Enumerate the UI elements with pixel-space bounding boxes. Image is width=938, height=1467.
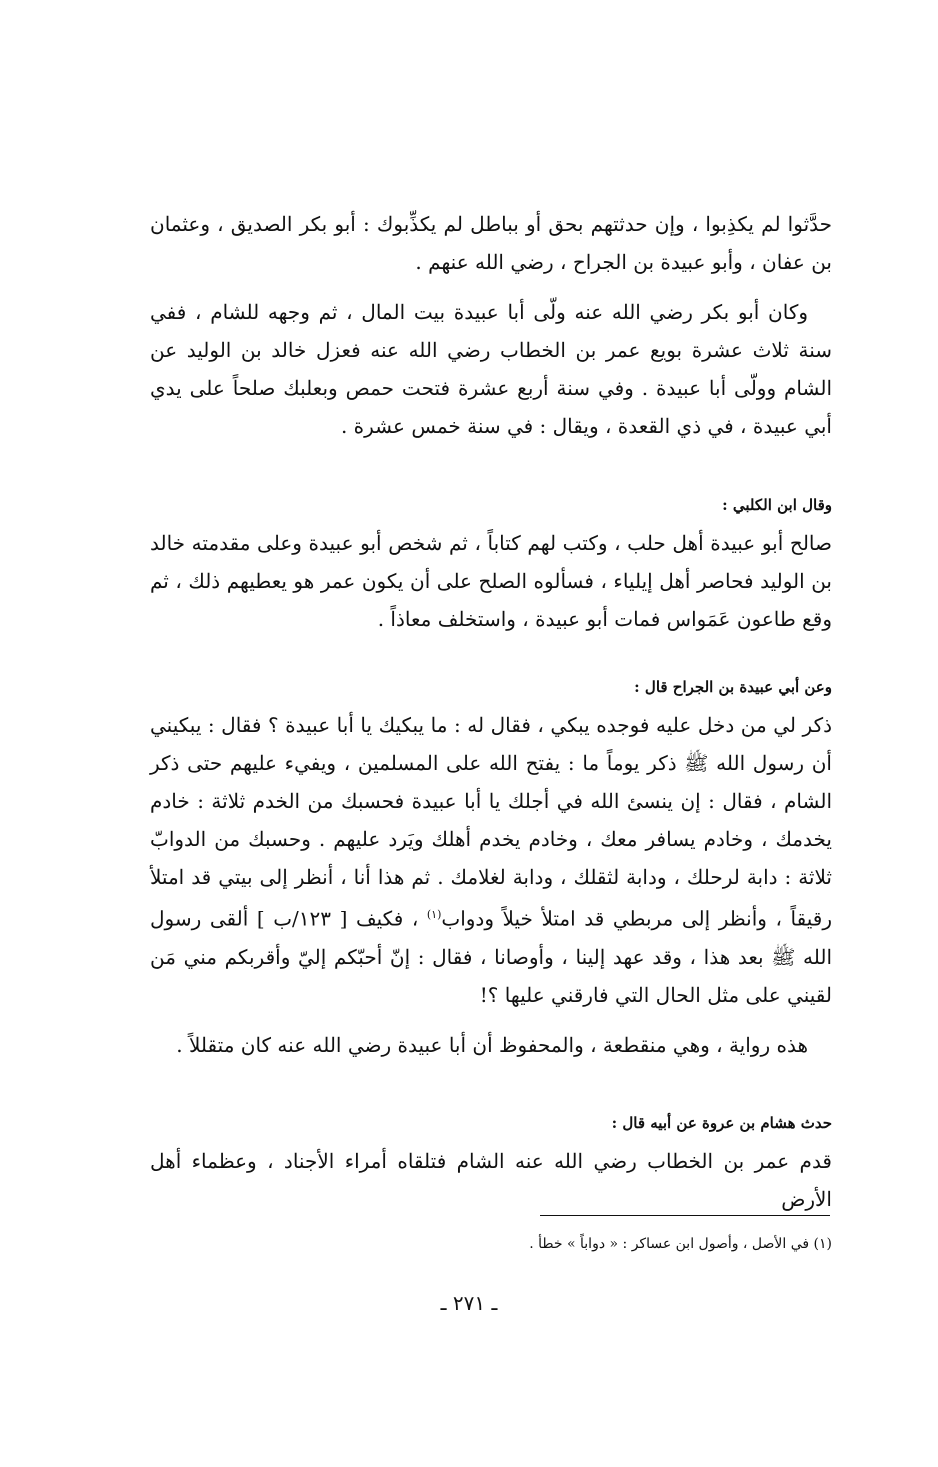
page-number: ـ ٢٧١ ـ xyxy=(440,1291,498,1315)
footnote: (١) في الأصل ، وأصول ابن عساكر : « دواباً » خطأ . xyxy=(529,1236,832,1252)
paragraph-3: صالح أبو عبيدة أهل حلب ، وكتب لهم كتاباً ، ثم شخص أبو عبيدة وعلى مقدمته خالد بن الوليد فحاصر أهل إيلياء ، فسألوه الصلح على أن يكون عمر هو يعطيهم ذلك ، ثم وقع طاعون عَمَواس فمات أبو عبيدة ، واستخلف معاذاً . xyxy=(150,531,832,631)
heading-abu-ubayda: وعن أبي عبيدة بن الجراح قال : xyxy=(634,678,832,696)
main-text-top xyxy=(150,205,832,445)
paragraph-4-part-a: ذكر لي من دخل عليه فوجده يبكي ، فقال له : ما يبكيك يا أبا عبيدة ؟ فقال : يبكيني أن رسول الله ﷺ ذكر يوماً ما : يفتح الله على المسلمين ، ويفيء عليهم حتى ذكر الشام ، فقال : إن ينسئ الله في أجلك يا أبا عبيدة فحسبك من الخدم ثلاثة : خادم يخدمك ، وخادم يسافر معك ، وخادم يخدم أهلك ويَرد عليهم . وحسبك من الدوابّ ثلاثة : دابة لرحلك ، ودابة لثقلك ، ودابة لغلامك . ثم هذا أنا ، أنظر إلى بيتي قد امتلأ رقيقاً ، وأنظر إلى مربطي قد امتلأ خيلاً ودواب xyxy=(150,713,832,931)
paragraph-5: هذه رواية ، وهي منقطعة ، والمحفوظ أن أبا عبيدة رضي الله عنه كان متقللاً . xyxy=(176,1032,808,1057)
heading-hisham: حدث هشام بن عروة عن أبيه قال : xyxy=(611,1114,832,1132)
section-ibn-kalbi xyxy=(150,494,832,638)
paragraph-2: وكان أبو بكر رضي الله عنه ولّى أبا عبيدة بيت المال ، ثم وجهه للشام ، ففي سنة ثلاث عشرة بويع عمر بن الخطاب رضي الله عنه فعزل خالد بن الوليد عن الشام وولّى أبا عبيدة . وفي سنة أربع عشرة فتحت حمص وبعلبك صلحاً على يدي أبي عبيدة ، في ذي القعدة ، ويقال : في سنة خمس عشرة . xyxy=(150,300,832,438)
footnote-reference: (١) xyxy=(426,908,442,921)
paragraph-4 xyxy=(150,706,832,1014)
paragraph-4-part-b: ، فكيف [ ١٢٣/ب ] ألقى رسول الله ﷺ بعد هذا ، وقد عهد إلينا ، وأوصانا ، فقال : إنّ أحبّكم إليّ وأقربكم مني مَن لقيني على مثل الحال التي فارقني عليها ؟! xyxy=(150,906,832,1007)
paragraph-6: قدم عمر بن الخطاب رضي الله عنه الشام فتلقاه أمراء الأجناد ، وعظماء أهل الأرض xyxy=(150,1149,832,1211)
paragraph-1: حدَّثوا لم يكذِبوا ، وإن حدثتهم بحق أو بباطل لم يكذِّبوك : أبو بكر الصديق ، وعثمان بن عفان ، وأبو عبيدة بن الجراح ، رضي الله عنهم . xyxy=(150,212,832,274)
heading-ibn-kalbi: وقال ابن الكلبي : xyxy=(722,496,832,514)
footnote-divider xyxy=(540,1215,830,1216)
section-hisham xyxy=(150,1112,832,1218)
section-abu-ubayda xyxy=(150,676,832,1064)
